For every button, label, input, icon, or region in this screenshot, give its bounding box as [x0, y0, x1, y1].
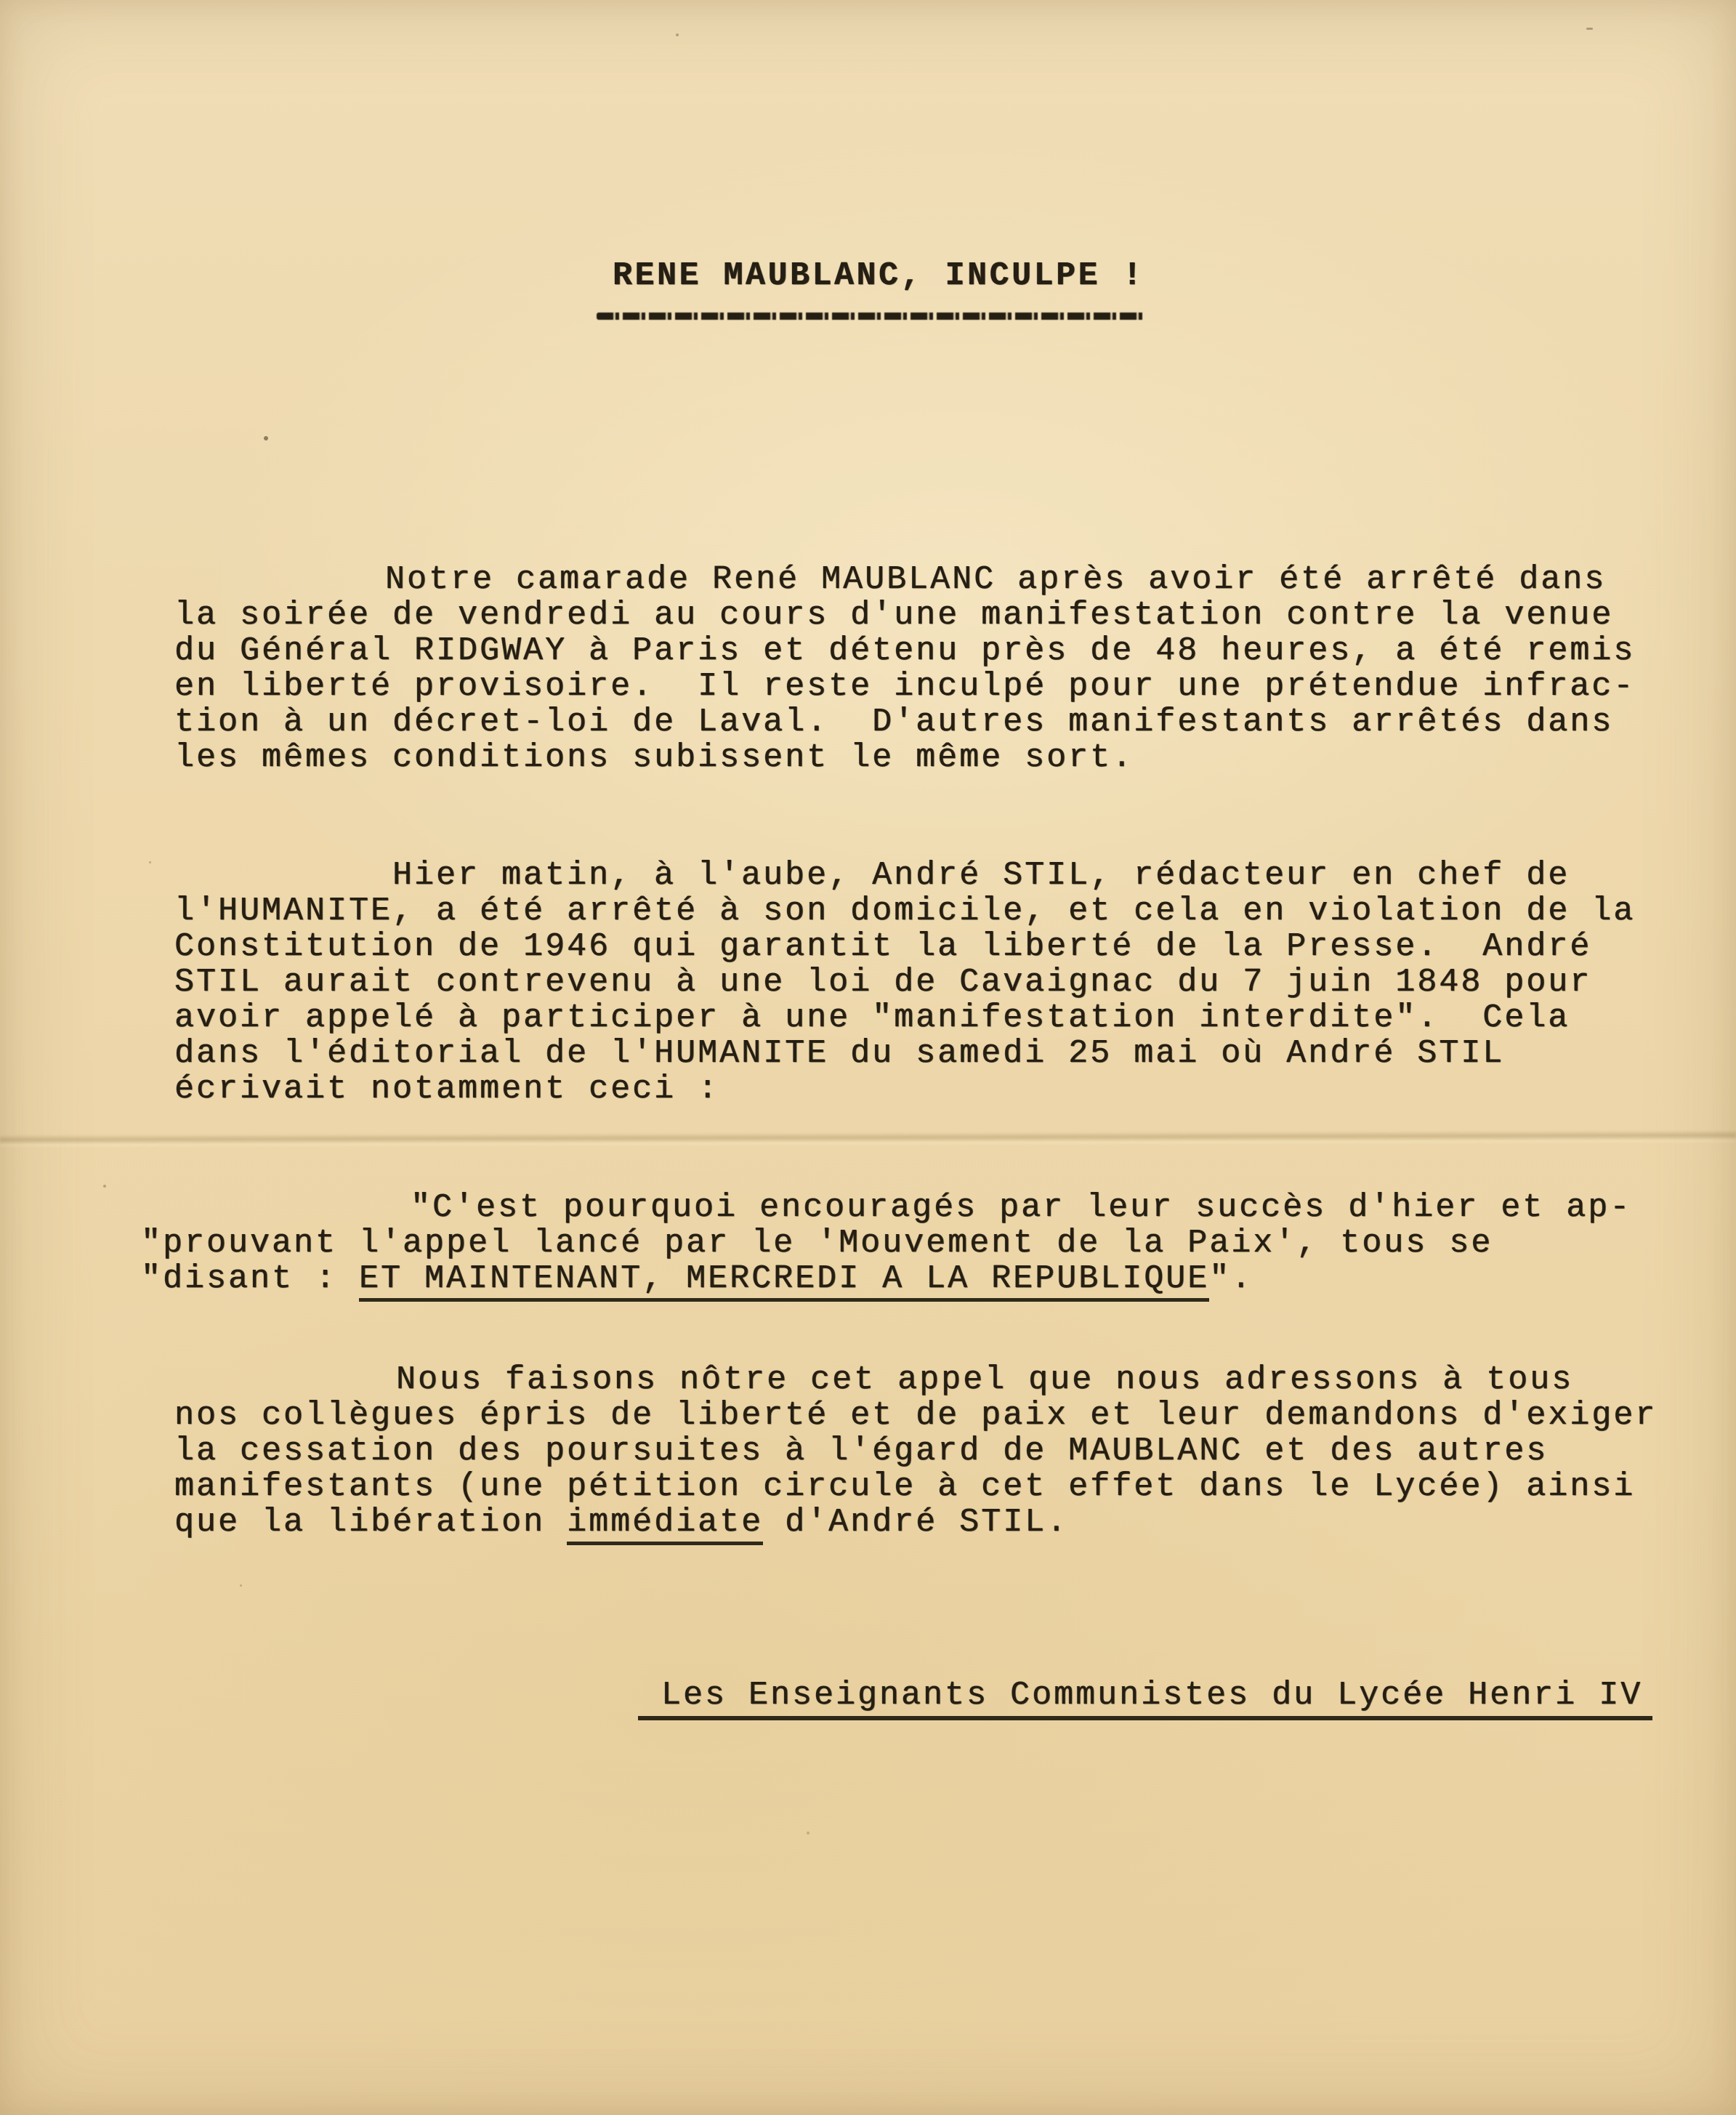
paper-speckle: [240, 1584, 242, 1587]
text-line: la cessation des poursuites à l'égard de MAUBLANC et des autres: [174, 1433, 1549, 1470]
text-line: [174, 1504, 1657, 1540]
text-line: "C'est pourquoi encouragés par leur succès d'hier et ap-: [411, 1189, 1632, 1226]
paragraph-appeal: [174, 1362, 1657, 1540]
quote-line-suffix: ".: [1209, 1260, 1253, 1297]
paper-speckle: [149, 861, 151, 863]
text-line: manifestants (une pétition circule à cet effet dans le Lycée) ainsi: [174, 1468, 1636, 1505]
text-line: nos collègues épris de liberté et de paix et leur demandons d'exiger: [174, 1397, 1658, 1434]
signature-line: Les Enseignants Communistes du Lycée Henri IV: [638, 1677, 1652, 1720]
text-line: du Général RIDGWAY à Paris et détenu près de 48 heures, a été remis: [174, 632, 1636, 669]
text-line: "prouvant l'appel lancé par le 'Mouvement de la Paix', tous se: [141, 1225, 1493, 1262]
quote-line-prefix: "disant :: [141, 1260, 360, 1297]
text-line: Constitution de 1946 qui garantit la liberté de la Presse. André: [174, 928, 1592, 965]
text-line: avoir appelé à participer à une "manifestation interdite". Cela: [174, 999, 1570, 1036]
paper-speckle: [103, 1185, 106, 1188]
text-line: dans l'éditorial de l'HUMANITE du samedi 25 mai où André STIL: [174, 1035, 1505, 1072]
text-line: en liberté provisoire. Il reste inculpé pour une prétendue infrac-: [174, 668, 1636, 705]
appeal-line-prefix: que la libération: [174, 1504, 568, 1541]
underlined-slogan: ET MAINTENANT, MERCREDI A LA REPUBLIQUE: [359, 1260, 1209, 1302]
paper-speckle: [807, 1832, 810, 1834]
appeal-line-suffix: d'André STIL.: [763, 1504, 1069, 1541]
paragraph-quote: [141, 1189, 1632, 1297]
paper-speckle: [264, 436, 268, 440]
document-title: RENE MAUBLANC, INCULPE !: [613, 257, 1145, 294]
text-line: Notre camarade René MAUBLANC après avoir été arrêté dans: [385, 561, 1607, 598]
text-line: tion à un décret-loi de Laval. D'autres manifestants arrêtés dans: [174, 704, 1614, 741]
text-line: [141, 1261, 1631, 1297]
underlined-immediate: immédiate: [567, 1504, 763, 1545]
paper-speckle: [1586, 28, 1593, 30]
text-line: l'HUMANITE, a été arrêté à son domicile, et cela en violation de la: [174, 893, 1636, 930]
text-line: les mêmes conditions subissent le même sort.: [174, 739, 1134, 776]
paper-speckle: [676, 33, 679, 36]
paragraph-stil: [174, 858, 1635, 1107]
text-line: Hier matin, à l'aube, André STIL, rédacteur en chef de: [392, 857, 1570, 894]
text-line: Nous faisons nôtre cet appel que nous adressons à tous: [396, 1361, 1574, 1398]
fold-crease: [0, 1130, 1736, 1148]
text-line: STIL aurait contrevenu à une loi de Cavaignac du 7 juin 1848 pour: [174, 964, 1592, 1001]
text-line: la soirée de vendredi au cours d'une manifestation contre la venue: [174, 597, 1614, 634]
text-line: écrivait notamment ceci :: [174, 1071, 720, 1108]
title-block: [613, 258, 1145, 320]
paragraph-arrest: [174, 562, 1635, 776]
title-underline-rule: [597, 313, 1145, 320]
